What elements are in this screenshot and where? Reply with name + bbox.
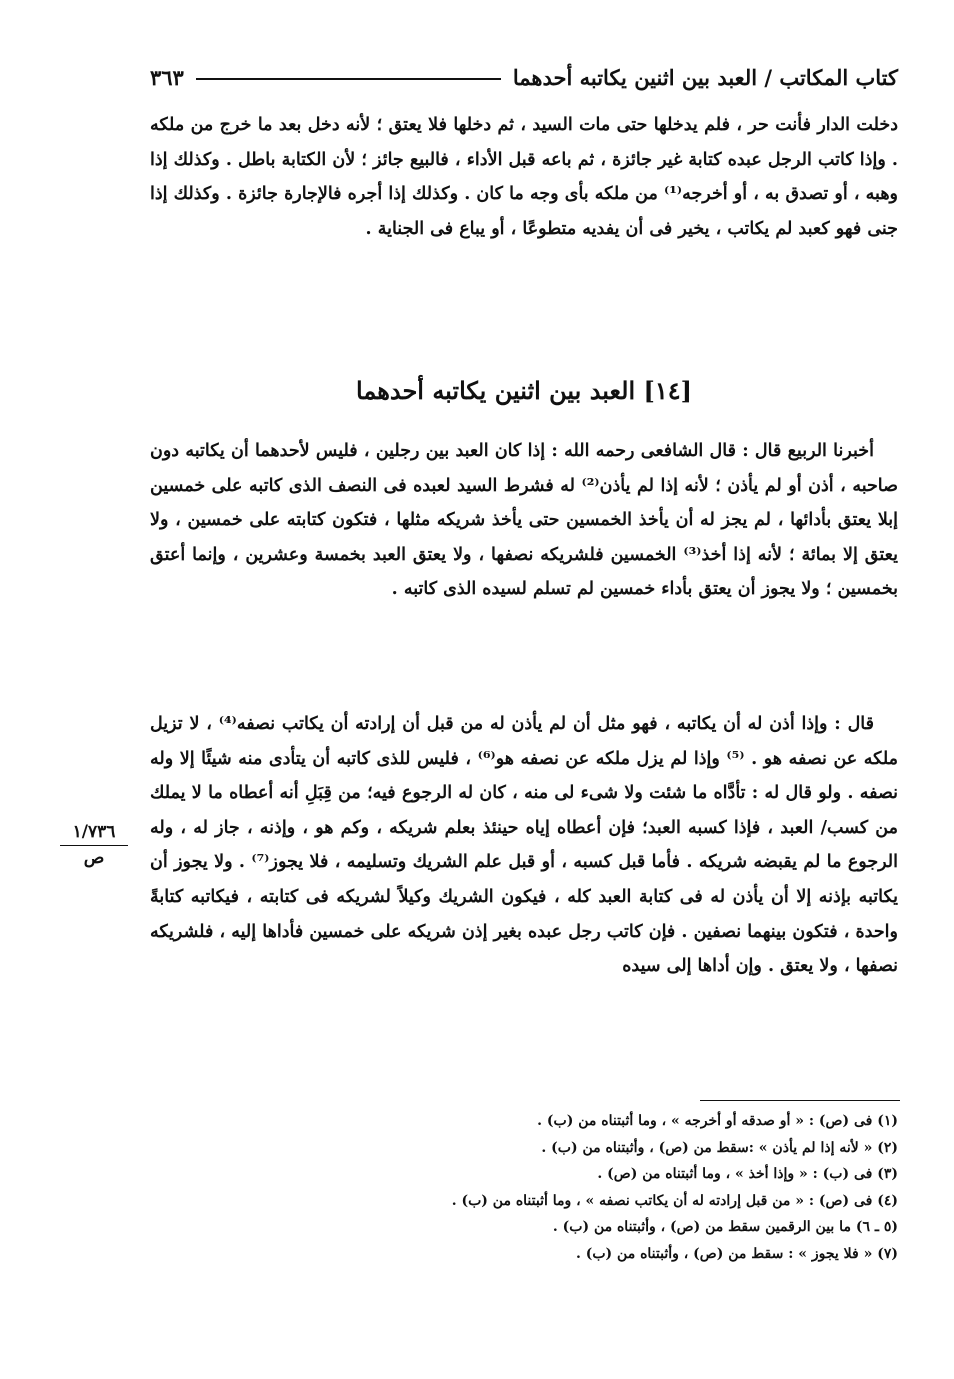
footnote-separator (700, 1100, 900, 1101)
footnote-1: (١) فى (ص) : « أو صدقه أو أخرجه » ، وما أثبتناه من (ب) . (537, 1113, 898, 1129)
paragraph-opening: أخبرنا الربيع قال : قال الشافعى رحمه الله : إذا كان العبد بين رجلين ، فليس لأحدهما أن يكاتبه دون صاحبه ، أذن أو لم يأذن ؛ لأنه إذا لم يأذن⁽²⁾ له فشرط السيد لعبده فى النصف الذى كاتبه على خمسين إبلا يعتق بأدائها ، لم يجز له أن يأخذ الخمسين حتى يأخذ شريكه مثلها ، فتكون كتابته على خمسين ، ولا يعتق إلا بمائة ؛ لأنه إذا أخذ⁽³⁾ الخمسين فلشريكه نصفها ، ولا يعتق العبد بخمسة وعشرين ، وإنما أعتق بخمسين ؛ ولا يجوز أن يعتق بأداء خمسين لم تسلم لسيده الذى كاتبه . (150, 441, 898, 600)
header-title: كتاب المكاتب / العبد بين اثنين يكاتبه أحدهما (512, 64, 898, 90)
footnotes (150, 1108, 898, 1267)
page-number: ٣٦٣ (150, 64, 184, 90)
section-heading: [١٤] العبد بين اثنين يكاتبه أحدهما (356, 376, 692, 405)
running-header (150, 60, 898, 94)
header-rule (196, 78, 501, 80)
manuscript-margin-note (56, 822, 132, 868)
paragraph-qala: قال : وإذا أذن له أن يكاتبه ، فهو مثل أن لم يأذن له من قبل أن إرادته أن يكاتب نصفه⁽⁴⁾ ، لا تزيل ملكه عن نصفه هو . ⁽⁵⁾ وإذا لم يزل ملكه عن نصفه هو⁽⁶⁾ ، فليس للذى كاتبه أن يتأدى منه شيئًا إلا وله نصفه . ولو قال له : تأدَّاه ما شئت ولا شىء لى منه ، كان له الرجوع فيه؛ من قِبَلِ أنه أعطاه ما لا يملك من كسب/ العبد ، فإذا كسبه العبد؛ فإن أعطاه إياه حينئذ بعلم شريكه ، وكم هو ، وإذنه ، جاز له ، وله الرجوع ما لم يقبضه شريكه . فأما قبل كسبه ، أو قبل علم الشريك وتسليمه ، فلا يجوز⁽⁷⁾ . ولا يجوز أن يكاتبه بإذنه إلا أن يأذن له فى كتابة العبد كله ، فيكون الشريك وكيلاً لشريكه فى كتابته ، فيكاتبه كتابةً واحدة ، فتكون بينهما نصفين . فإن كاتب رجل عبده بغير إذن شريكه على خمسين فأداها إليه ، فلشريكه نصفها ، ولا يعتق . وإن أداها إلى سيده (150, 714, 899, 977)
footnote-5-6: (٥ ـ ٦) ما بين الرقمين سقط من (ص) ، وأثبتناه من (ب) . (552, 1219, 898, 1235)
margin-note-code: ص (83, 848, 105, 868)
footnote-7: (٧) « فلا يجوز » : سقط من (ص) ، وأثبتناه من (ب) . (575, 1245, 898, 1262)
footnote-3: (٣) فى (ب) : « وإذا أخذ » ، وما أثبتناه من (ص) . (597, 1166, 898, 1182)
margin-note-rule (60, 845, 128, 846)
margin-note-ref: ١/٧٣٦ (72, 822, 116, 842)
paragraph-continued: دخلت الدار فأنت حر ، فلم يدخلها حتى مات السيد ، ثم دخلها فلا يعتق ؛ لأنه دخل بعد ما خرج من ملكه . وإذا كاتب الرجل عبده كتابة غير جائزة ، ثم باعه قبل الأداء ، فالبيع جائز ؛ لأن الكتابة باطل . وكذلك إذا وهبه ، أو تصدق به ، أو أخرجه⁽¹⁾ من ملكه بأى وجه ما كان . وكذلك إذا أجره فالإجارة جائزة . وكذلك إذا جنى فهو كعبد لم يكاتب ، يخير فى أن يفديه متطوعًا ، أو يباع فى الجناية . (150, 115, 898, 239)
footnote-2: (٢) « لأنه إذا لم يأذن » :سقط من (ص) ، وأثبتناه من (ب) . (541, 1139, 898, 1156)
footnote-4: (٤) فى (ص) : « من قبل إرادته له أن يكاتب نصفه » ، وما أثبتناه من (ب) . (451, 1192, 898, 1209)
